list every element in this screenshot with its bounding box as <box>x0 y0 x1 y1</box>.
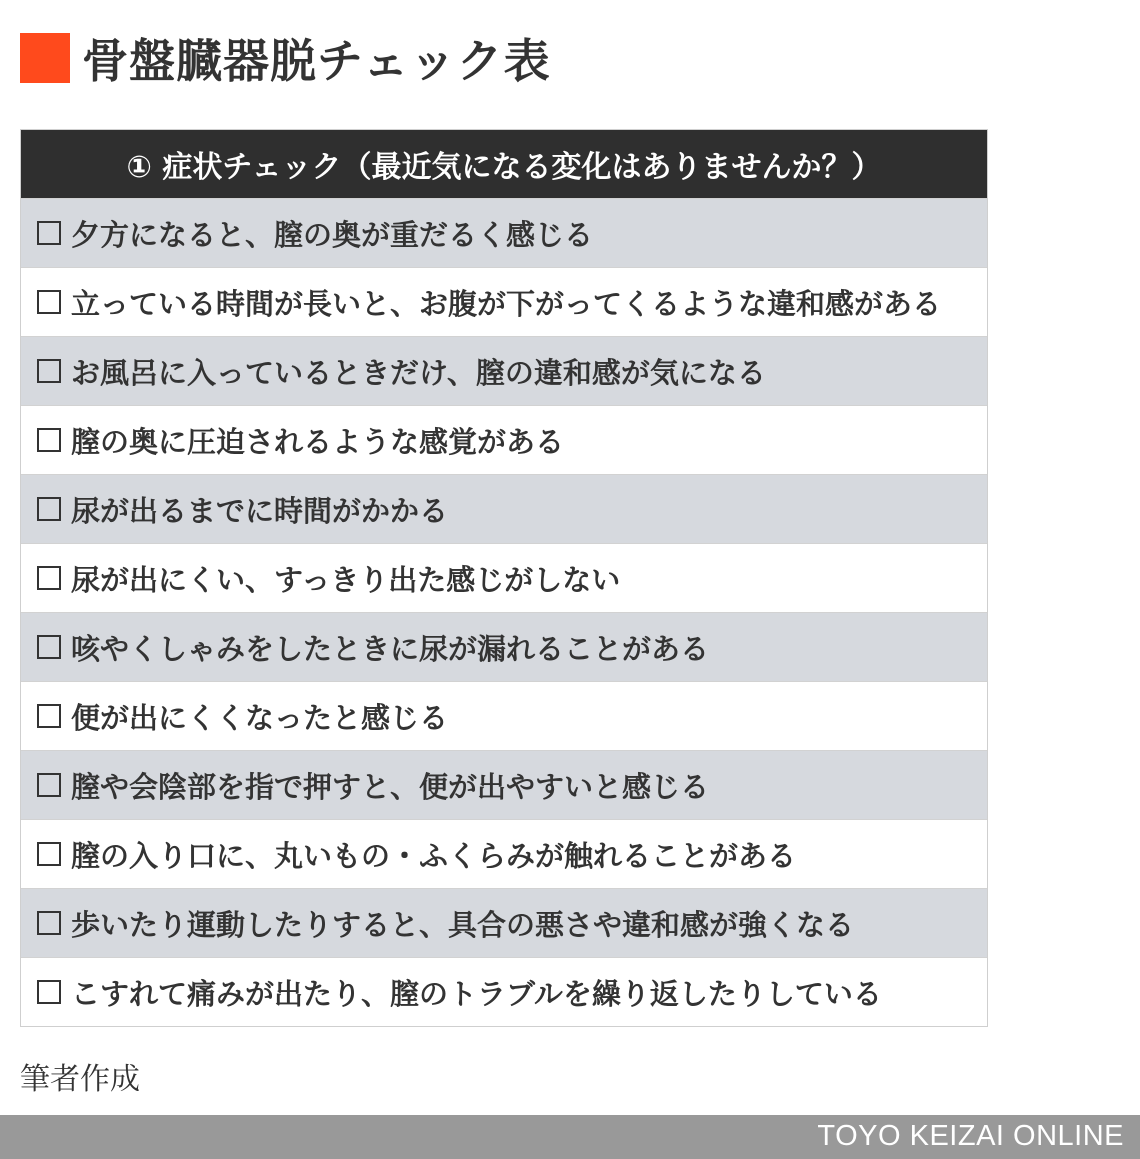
checklist-item-label: 膣の入り口に、丸いもの・ふくらみが触れることがある <box>71 838 797 873</box>
checkbox-icon[interactable] <box>37 428 61 452</box>
checklist-item-label: 咳やくしゃみをしたときに尿が漏れることがある <box>71 631 710 666</box>
checklist-row[interactable] <box>21 267 987 336</box>
checklist-row[interactable] <box>21 819 987 888</box>
checklist-row[interactable] <box>21 750 987 819</box>
checklist-row[interactable] <box>21 612 987 681</box>
check-list <box>21 198 987 1026</box>
checklist-row[interactable] <box>21 957 987 1026</box>
checklist-item-label: 膣の奥に圧迫されるような感覚がある <box>71 424 565 459</box>
checklist-item-label: 便が出にくくなったと感じる <box>71 700 449 735</box>
checkbox-icon[interactable] <box>37 635 61 659</box>
checkbox-icon[interactable] <box>37 773 61 797</box>
checkbox-icon[interactable] <box>37 842 61 866</box>
checkbox-icon[interactable] <box>37 704 61 728</box>
checklist-item-label: お風呂に入っているときだけ、膣の違和感が気になる <box>71 355 766 390</box>
checklist-row[interactable] <box>21 681 987 750</box>
checklist-item-label: 尿が出にくい、すっきり出た感じがしない <box>71 562 621 597</box>
checklist-row[interactable] <box>21 888 987 957</box>
checklist-row[interactable] <box>21 336 987 405</box>
accent-square-icon <box>20 33 70 83</box>
checkbox-icon[interactable] <box>37 359 61 383</box>
footer-bar <box>0 1115 1140 1159</box>
page-title: 骨盤臓器脱チェック表 <box>82 34 551 88</box>
checkbox-icon[interactable] <box>37 911 61 935</box>
checklist-row[interactable] <box>21 474 987 543</box>
table-header: ① 症状チェック（最近気になる変化はありませんか？） <box>21 130 987 198</box>
checkbox-icon[interactable] <box>37 980 61 1004</box>
checklist-item-label: 膣や会陰部を指で押すと、便が出やすいと感じる <box>71 769 710 804</box>
footer-brand: TOYO KEIZAI ONLINE <box>817 1120 1124 1152</box>
checklist-item-label: 夕方になると、膣の奥が重だるく感じる <box>71 217 594 252</box>
checklist-row[interactable] <box>21 198 987 267</box>
checkbox-icon[interactable] <box>37 221 61 245</box>
source-credit: 筆者作成 <box>20 1062 140 1097</box>
page-header <box>20 28 551 88</box>
checklist-row[interactable] <box>21 405 987 474</box>
checkbox-icon[interactable] <box>37 566 61 590</box>
checklist-item-label: 尿が出るまでに時間がかかる <box>71 493 449 528</box>
symptom-check-table <box>20 129 988 1027</box>
checklist-item-label: 立っている時間が長いと、お腹が下がってくるような違和感がある <box>71 286 942 321</box>
checklist-item-label: 歩いたり運動したりすると、具合の悪さや違和感が強くなる <box>71 907 855 942</box>
checkbox-icon[interactable] <box>37 497 61 521</box>
checkbox-icon[interactable] <box>37 290 61 314</box>
checklist-row[interactable] <box>21 543 987 612</box>
checklist-item-label: こすれて痛みが出たり、膣のトラブルを繰り返したりしている <box>71 976 882 1011</box>
